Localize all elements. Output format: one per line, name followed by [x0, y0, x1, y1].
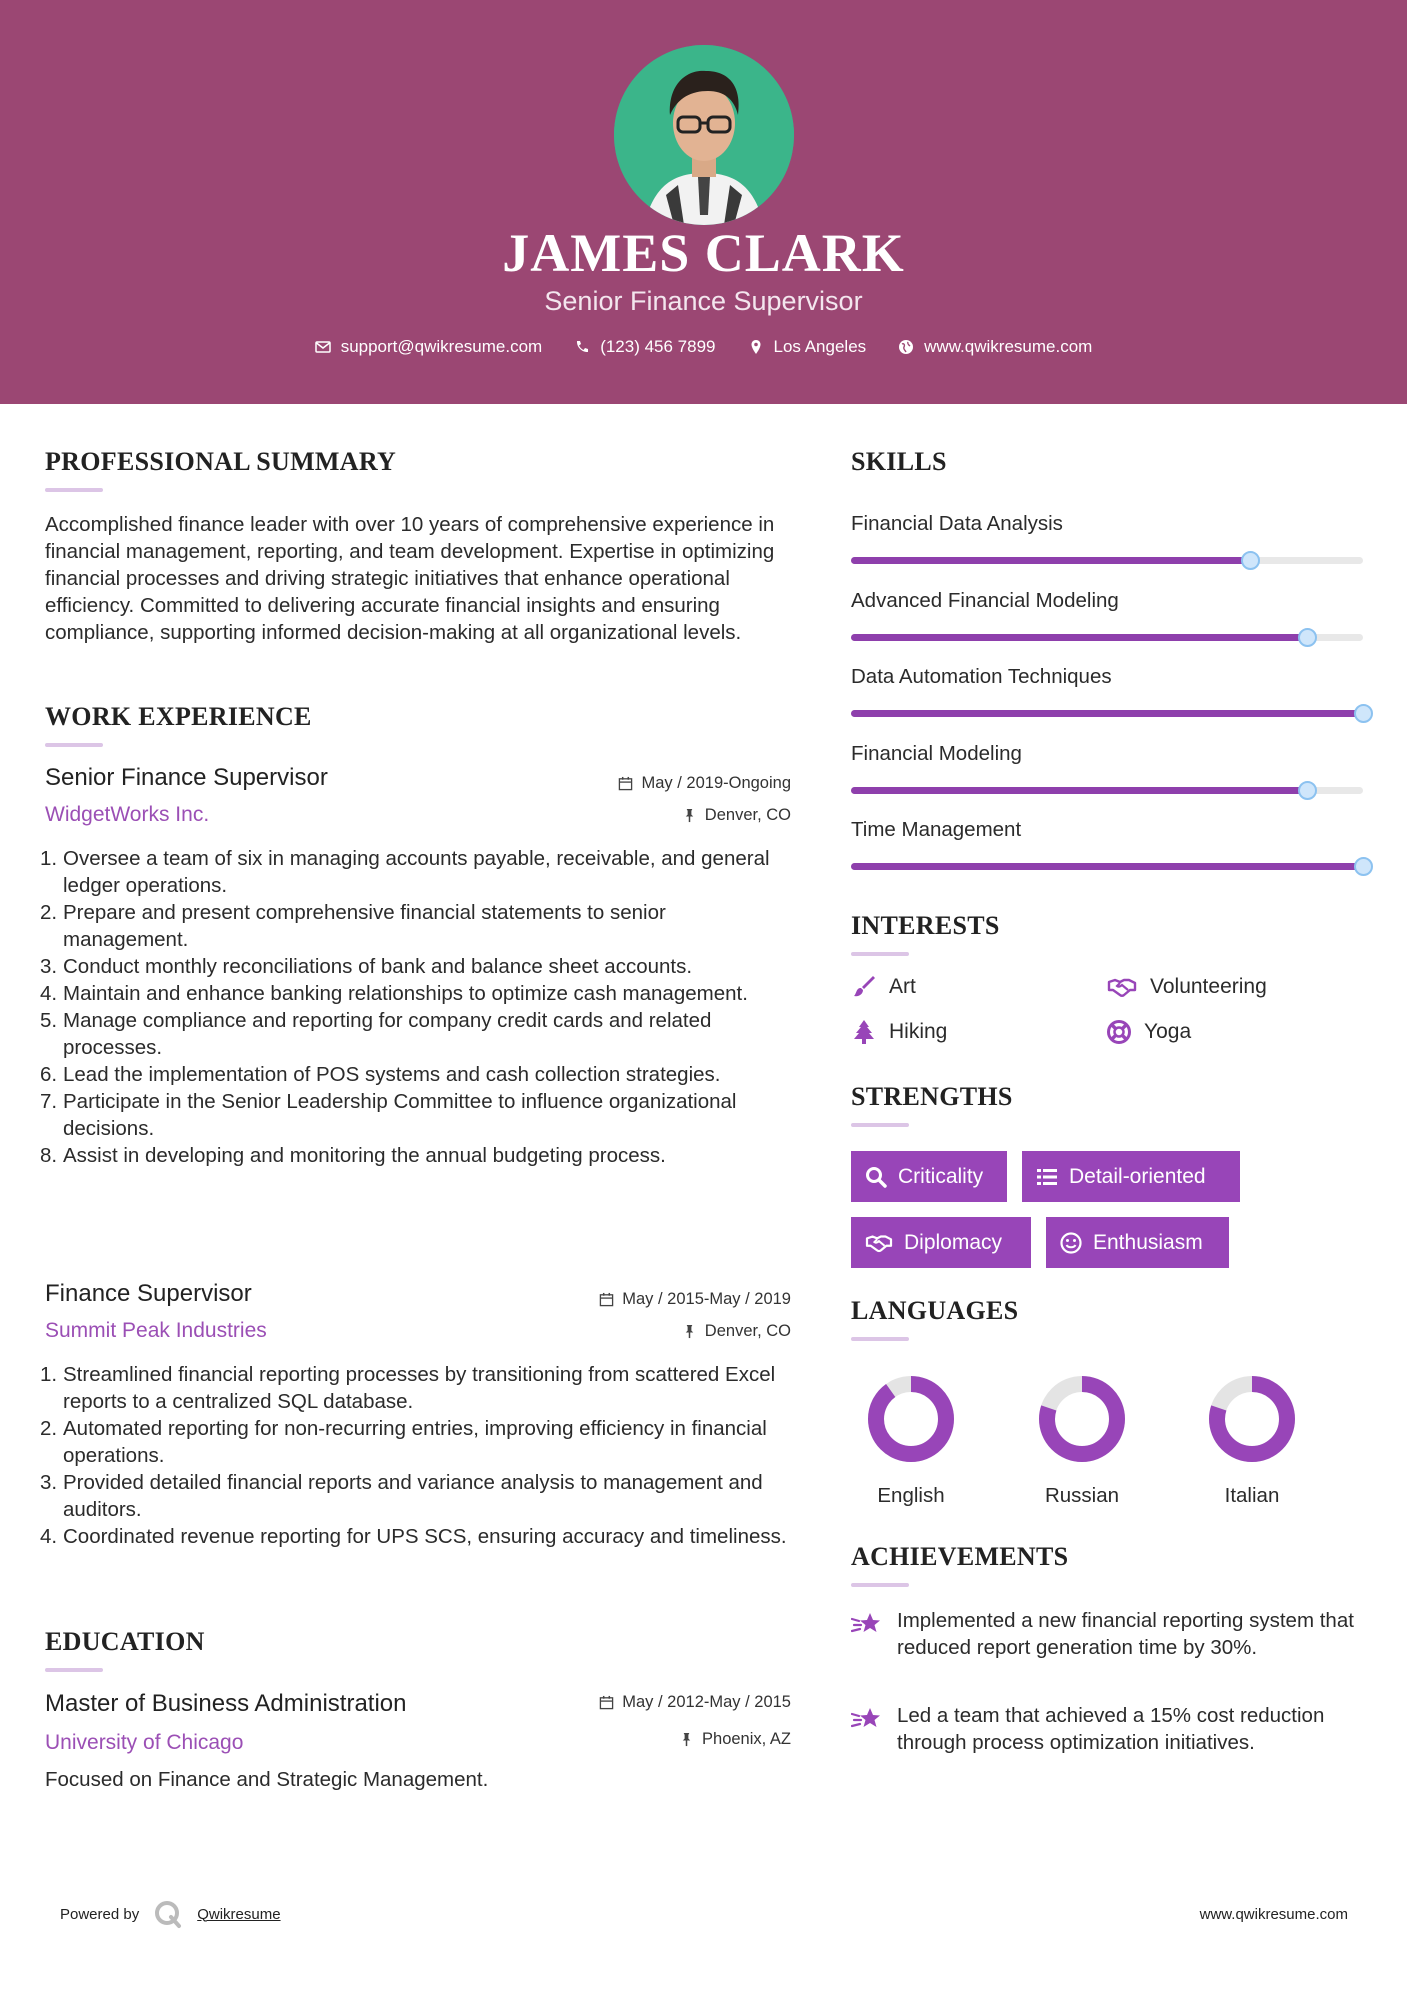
responsibility-item	[40, 953, 794, 980]
smile-icon	[1059, 1231, 1083, 1255]
responsibility-item	[40, 1361, 794, 1415]
list-number: 1.	[40, 1363, 58, 1386]
job-title: Finance Supervisor	[45, 1280, 252, 1307]
profile-photo	[614, 45, 794, 225]
qwikresume-logo-icon	[153, 1899, 183, 1929]
job-location-text: Denver, CO	[704, 806, 791, 824]
person-avatar-icon	[614, 45, 794, 225]
strength-chip-diplomacy	[851, 1217, 1031, 1268]
job-location-text: Denver, CO	[704, 1322, 791, 1340]
education-description: Focused on Finance and Strategic Management.	[45, 1768, 489, 1791]
envelope-icon	[315, 339, 331, 355]
skill-level-handle	[1354, 704, 1373, 723]
achievement-item	[851, 1607, 1371, 1661]
handshake-icon	[864, 1231, 894, 1255]
interests-heading-rule	[851, 952, 909, 956]
degree-title: Master of Business Administration	[45, 1690, 407, 1717]
calendar-icon	[599, 1292, 614, 1307]
responsibility-item	[40, 1061, 794, 1088]
email-text: support@qwikresume.com	[340, 337, 543, 356]
footer-website[interactable]: www.qwikresume.com	[1199, 1906, 1348, 1923]
responsibility-text: Participate in the Senior Leadership Committee to influence organizational decisions.	[63, 1090, 737, 1140]
strength-chip-detail-oriented	[1022, 1151, 1240, 1202]
strength-chip-criticality	[851, 1151, 1007, 1202]
education-heading-rule	[45, 1668, 103, 1672]
responsibility-text: Manage compliance and reporting for company credit cards and related processes.	[63, 1009, 712, 1059]
donut-fill	[876, 1384, 946, 1454]
skill-name: Financial Modeling	[851, 741, 1022, 765]
strengths-heading: STRENGTHS	[851, 1082, 1013, 1111]
responsibility-text: Prepare and present comprehensive financial statements to senior management.	[63, 901, 666, 951]
search-icon	[864, 1165, 888, 1189]
company-name: WidgetWorks Inc.	[45, 803, 210, 826]
skill-level-handle	[1354, 857, 1373, 876]
responsibility-text: Oversee a team of six in managing accounts payable, receivable, and general ledger operations.	[63, 847, 770, 897]
responsibility-item	[40, 845, 794, 899]
handshake-icon	[1106, 974, 1138, 1000]
skill-level-handle	[1298, 781, 1317, 800]
list-number: 6.	[40, 1063, 58, 1086]
experience-heading: WORK EXPERIENCE	[45, 702, 312, 731]
skill-level-fill	[851, 557, 1250, 564]
responsibility-text: Automated reporting for non-recurring entries, improving efficiency in financial operations.	[63, 1417, 767, 1467]
qwikresume-link[interactable]: Qwikresume	[197, 1905, 281, 1923]
achievement-text: Implemented a new financial reporting system that reduced report generation time by 30%.	[897, 1609, 1354, 1659]
shooting-star-icon	[851, 1609, 883, 1639]
contact-email[interactable]	[315, 337, 543, 357]
responsibility-text: Streamlined financial reporting processes by transitioning from scattered Excel reports to a centralized SQL database.	[63, 1363, 776, 1413]
school-name: University of Chicago	[45, 1731, 244, 1754]
map-pin-icon	[748, 339, 764, 355]
contact-location	[748, 337, 867, 357]
interest-label: Hiking	[889, 1020, 948, 1043]
skill-level-bar	[851, 634, 1363, 641]
responsibility-item	[40, 980, 794, 1007]
interest-label: Yoga	[1144, 1020, 1192, 1043]
job-responsibilities	[40, 1361, 794, 1550]
education-location-text: Phoenix, AZ	[702, 1730, 791, 1748]
language-proficiency-donut	[866, 1374, 956, 1464]
language-name: English	[877, 1484, 945, 1507]
skill-name: Financial Data Analysis	[851, 512, 1063, 535]
location-text: Los Angeles	[773, 337, 867, 356]
paintbrush-icon	[851, 974, 877, 1000]
list-number: 8.	[40, 1144, 58, 1167]
responsibility-text: Coordinated revenue reporting for UPS SCS, ensuring accuracy and timeliness.	[63, 1525, 787, 1548]
interest-volunteering	[1106, 974, 1267, 1000]
responsibility-item	[40, 1088, 794, 1142]
achievement-item	[851, 1702, 1371, 1756]
pushpin-icon	[682, 808, 697, 823]
list-number: 1.	[40, 847, 58, 870]
calendar-icon	[618, 776, 633, 791]
responsibility-item	[40, 899, 794, 953]
pushpin-icon	[682, 1324, 697, 1339]
education-location	[679, 1730, 791, 1749]
list-icon	[1035, 1165, 1059, 1189]
responsibility-item	[40, 1142, 794, 1169]
skill-level-bar	[851, 787, 1363, 794]
list-number: 2.	[40, 901, 58, 924]
strength-chip-enthusiasm	[1046, 1217, 1229, 1268]
job-dates-text: May / 2015-May / 2019	[622, 1290, 791, 1308]
phone-text: (123) 456 7899	[600, 337, 716, 356]
interest-yoga	[1106, 1019, 1191, 1045]
shooting-star-icon	[851, 1704, 883, 1734]
summary-text: Accomplished finance leader with over 10 years of comprehensive experience in financial management, reporting, and team development. Expertise in optimizing financial processes and driving strategic initiatives that enhance operational efficiency. Committed to delivering accurate financial insights and ensuring compliance, supporting informed decision-making at all organizational levels.	[45, 513, 775, 644]
skill-level-fill	[851, 863, 1363, 870]
strength-label: Criticality	[898, 1164, 984, 1188]
skill-name: Advanced Financial Modeling	[851, 588, 1119, 612]
website-text: www.qwikresume.com	[924, 337, 1093, 356]
skill-level-fill	[851, 634, 1307, 641]
strength-label: Diplomacy	[904, 1230, 1003, 1254]
strength-label: Detail-oriented	[1069, 1164, 1206, 1188]
job-location	[682, 1322, 791, 1341]
interest-label: Volunteering	[1150, 975, 1267, 998]
list-number: 3.	[40, 1471, 58, 1494]
responsibility-item	[40, 1007, 794, 1061]
responsibility-text: Lead the implementation of POS systems and cash collection strategies.	[63, 1063, 721, 1086]
contact-bar	[0, 337, 1407, 357]
list-number: 5.	[40, 1009, 58, 1032]
skill-level-bar	[851, 863, 1363, 870]
language-proficiency-donut	[1207, 1374, 1297, 1464]
job-responsibilities	[40, 845, 794, 1169]
strength-label: Enthusiasm	[1093, 1230, 1203, 1254]
responsibility-text: Conduct monthly reconciliations of bank and balance sheet accounts.	[63, 955, 693, 978]
language-item	[851, 1374, 971, 1508]
skill-name: Time Management	[851, 818, 1022, 841]
summary-heading-rule	[45, 488, 103, 492]
job-dates	[618, 774, 791, 793]
experience-heading-rule	[45, 743, 103, 747]
globe-icon	[898, 339, 914, 355]
contact-website[interactable]	[898, 337, 1092, 357]
calendar-icon	[599, 1695, 614, 1710]
responsibility-item	[40, 1415, 794, 1469]
responsibility-item	[40, 1469, 794, 1523]
job-dates	[599, 1290, 791, 1309]
job-location	[682, 806, 791, 825]
summary-heading: PROFESSIONAL SUMMARY	[45, 447, 397, 476]
tree-icon	[851, 1019, 877, 1045]
list-number: 2.	[40, 1417, 58, 1440]
responsibility-text: Provided detailed financial reports and variance analysis to management and auditors.	[63, 1471, 763, 1521]
resume-header	[0, 0, 1407, 404]
list-number: 7.	[40, 1090, 58, 1113]
skill-level-fill	[851, 710, 1363, 717]
interest-hiking	[851, 1019, 947, 1045]
education-heading: EDUCATION	[45, 1627, 205, 1656]
responsibility-text: Maintain and enhance banking relationships to optimize cash management.	[63, 982, 748, 1005]
job-dates-text: May / 2019-Ongoing	[641, 774, 791, 792]
candidate-name: JAMES CLARK	[502, 223, 905, 283]
languages-heading-rule	[851, 1337, 909, 1341]
skill-level-handle	[1298, 628, 1317, 647]
achievements-heading-rule	[851, 1583, 909, 1587]
phone-icon	[574, 339, 590, 355]
powered-by-text: Powered by	[60, 1905, 140, 1923]
skill-level-bar	[851, 557, 1363, 564]
pushpin-icon	[679, 1732, 694, 1747]
footer-powered-by	[60, 1899, 281, 1929]
list-number: 3.	[40, 955, 58, 978]
contact-phone[interactable]	[574, 337, 715, 357]
language-proficiency-donut	[1037, 1374, 1127, 1464]
language-item	[1022, 1374, 1142, 1508]
interest-label: Art	[889, 975, 916, 998]
interests-heading: INTERESTS	[851, 911, 1000, 940]
achievement-text: Led a team that achieved a 15% cost reduction through process optimization initiatives.	[897, 1704, 1325, 1754]
interest-art	[851, 974, 916, 1000]
responsibility-text: Assist in developing and monitoring the annual budgeting process.	[63, 1144, 666, 1167]
skill-level-handle	[1241, 551, 1260, 570]
achievements-heading: ACHIEVEMENTS	[851, 1542, 1069, 1571]
strengths-heading-rule	[851, 1123, 909, 1127]
language-name: Italian	[1224, 1484, 1280, 1507]
skills-heading: SKILLS	[851, 447, 947, 476]
education-dates-text: May / 2012-May / 2015	[622, 1693, 791, 1711]
language-name: Russian	[1044, 1484, 1120, 1507]
responsibility-item	[40, 1523, 794, 1550]
education-dates	[599, 1693, 791, 1712]
list-number: 4.	[40, 1525, 58, 1548]
job-title: Senior Finance Supervisor	[45, 764, 328, 791]
lifebuoy-icon	[1106, 1019, 1132, 1045]
list-number: 4.	[40, 982, 58, 1005]
skill-level-fill	[851, 787, 1307, 794]
candidate-title: Senior Finance Supervisor	[544, 286, 863, 316]
company-name: Summit Peak Industries	[45, 1319, 267, 1342]
skill-name: Data Automation Techniques	[851, 665, 1112, 688]
languages-heading: LANGUAGES	[851, 1296, 1019, 1325]
skill-level-bar	[851, 710, 1363, 717]
language-item	[1192, 1374, 1312, 1508]
